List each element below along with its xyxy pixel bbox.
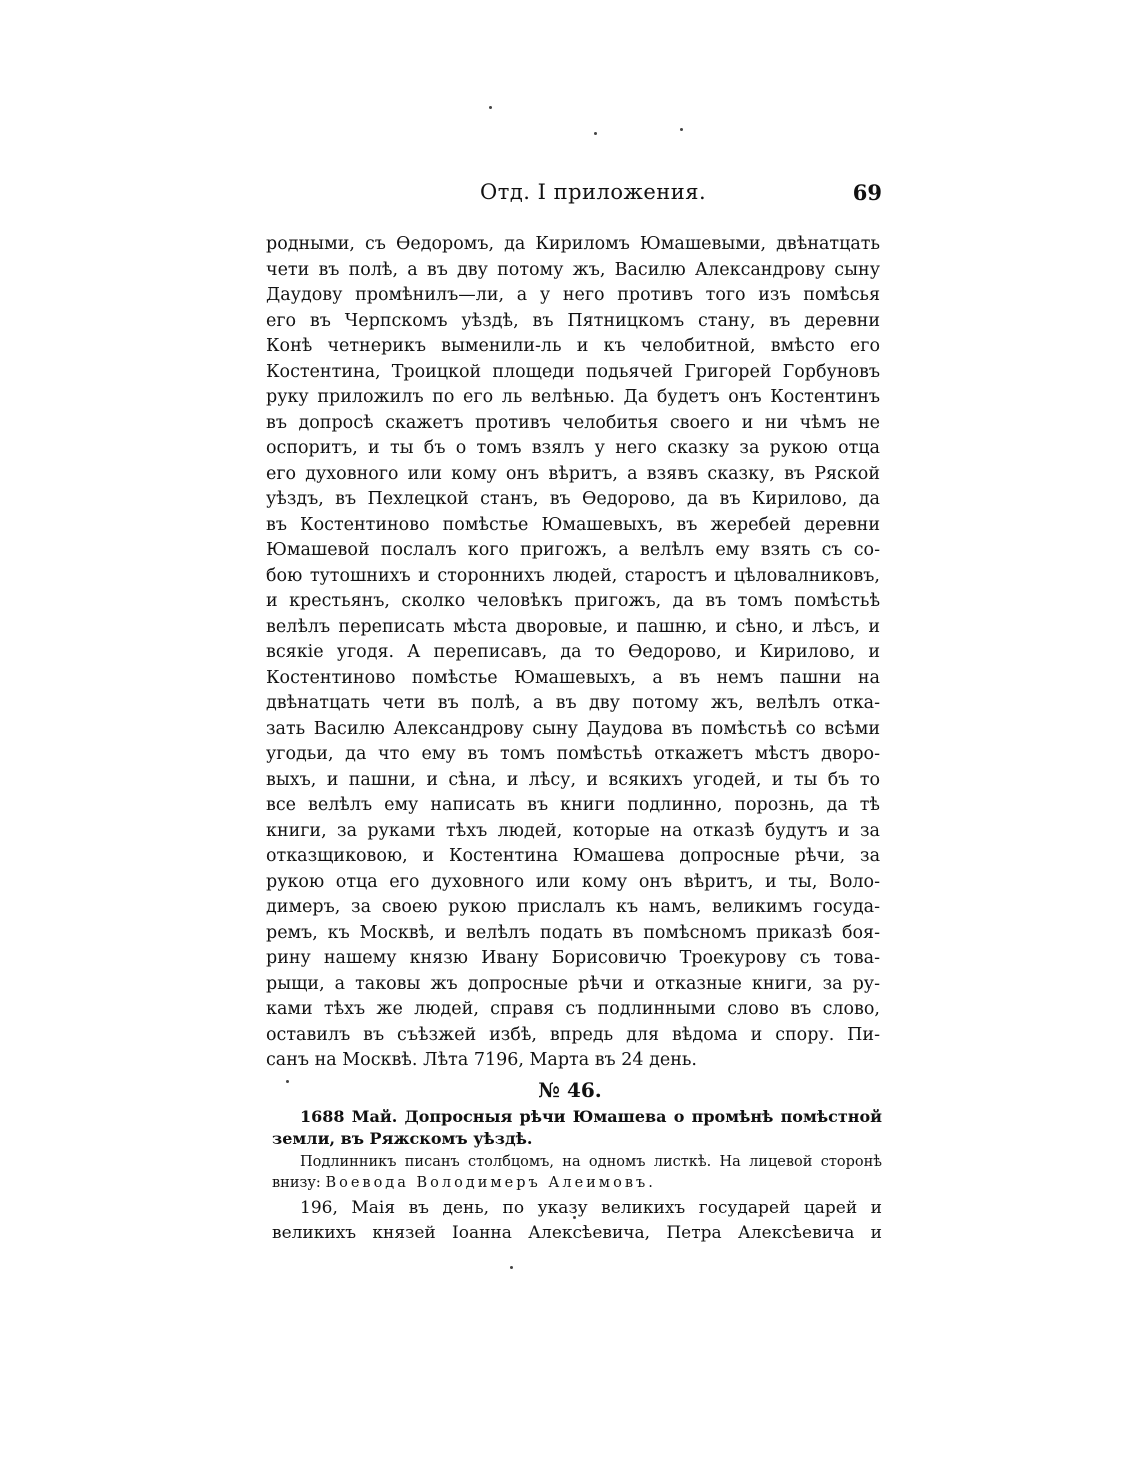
document-number-label: № 46. (538, 1078, 602, 1102)
text-line: рукою отца его духовного или кому онъ вѣритъ, и ты, Воло- (266, 871, 880, 892)
text-line: рыщи, а таковы жъ допросные рѣчи и отказные книги, за ру- (266, 973, 880, 994)
text-line: зать Василю Александрову сыну Даудова въ помѣстьѣ со всѣми (266, 718, 880, 739)
text-line: бою тутошнихъ и стороннихъ людей, старостъ и цѣловалниковъ, (266, 565, 880, 586)
summary-line: земли, въ Ряжскомъ уѣздѣ. (272, 1129, 533, 1148)
text-line: Конѣ четнерикъ выменили-ль и къ челобитной, вмѣсто его (266, 336, 880, 356)
text-line: все велѣлъ ему написать въ книги подлинно, порознь, да тѣ (266, 795, 880, 815)
text-line: ками тѣхъ же людей, справя съ подлинными слово въ слово, (266, 999, 880, 1019)
note-line: Подлинникъ писанъ столбцомъ, на одномъ листкѣ. На лицевой сторонѣ (300, 1154, 882, 1170)
text-line: оставилъ въ съѣзжей избѣ, впредь для вѣдома и спору. Пи- (266, 1024, 880, 1045)
text-line: санъ на Москвѣ. Лѣта 7196, Марта въ 24 день. (266, 1050, 697, 1070)
text-line: отказщиковою, и Костентина Юмашева допросные рѣчи, за (266, 846, 880, 866)
text-line: Костентина, Троицкой площеди подьячей Григорей Горбуновъ (266, 361, 880, 382)
note-line (272, 1173, 882, 1194)
text-line: книги, за руками тѣхъ людей, которые на отказѣ будутъ и за (266, 820, 880, 841)
text-line: всякіе угодя. А переписавъ, да то Өедорово, и Кирилово, и (266, 642, 880, 662)
text-line: Даудову промѣнилъ—ли, а у него противъ того изъ помѣсья (266, 285, 880, 305)
document-summary (272, 1106, 882, 1150)
text-line: чети въ полѣ, а въ дву потому жъ, Василю Александрову сыну (266, 259, 880, 280)
text-line: великихъ князей Іоанна Алексѣевича, Петра Алексѣевича и (272, 1223, 882, 1243)
text-line: Юмашевой послалъ кого пригожъ, а велѣлъ ему взять съ со- (266, 540, 880, 560)
text-line: и крестьянъ, сколко человѣкъ пригожъ, да въ томъ помѣстьѣ (266, 591, 880, 611)
text-line: димеръ, за своею рукою прислалъ къ намъ, великимъ госуда- (266, 897, 880, 917)
text-line: двѣнатцать чети въ полѣ, а въ дву потому жъ, велѣлъ отка- (266, 693, 880, 713)
summary-line: 1688 Май. Допросныя рѣчи Юмашева о промѣнѣ помѣстной (300, 1107, 882, 1126)
text-line: въ Костентиново помѣстье Юмашевыхъ, въ жеребей деревни (266, 514, 880, 535)
text-line: руку приложилъ по его ль велѣнью. Да будетъ онъ Костентинъ (266, 387, 880, 407)
page-number: 69 (852, 180, 882, 205)
text-line: въ допросѣ скажетъ противъ челобитья своего и ни чѣмъ не (266, 412, 880, 433)
section-title: Отд. I приложения. (480, 180, 707, 204)
note-prefix: внизу: (272, 1175, 321, 1191)
text-line: велѣлъ переписать мѣста дворовые, и пашню, и сѣно, и лѣсъ, и (266, 616, 880, 637)
running-header (270, 180, 882, 210)
text-line: рину нашему князю Ивану Борисовичю Троекурову съ това- (266, 948, 880, 968)
text-line: 196, Маія въ день, по указу великихъ государей царей и (300, 1198, 882, 1218)
text-line: его духовного или кому онъ вѣритъ, а взявъ сказку, въ Ряской (266, 463, 880, 484)
text-line: Костентиново помѣстье Юмашевыхъ, а въ немъ пашни на (266, 667, 880, 688)
archival-note (272, 1152, 882, 1194)
text-line: родными, съ Өедоромъ, да Кириломъ Юмашевыми, двѣнатцать (266, 234, 880, 254)
text-line: угодьи, да что ему въ томъ помѣстьѣ откажетъ мѣстъ дворо- (266, 744, 880, 764)
document-text-start (272, 1196, 882, 1246)
note-signature: Воевода Володимеръ Алеимовъ. (325, 1175, 656, 1191)
text-line: ремъ, къ Москвѣ, и велѣлъ подать въ помѣсномъ приказѣ боя- (266, 922, 880, 943)
text-line: его въ Черпскомъ уѣздѣ, въ Пятницкомъ стану, въ деревни (266, 310, 880, 331)
text-line: уѣздъ, въ Пехлецкой станъ, въ Өедорово, да въ Кирилово, да (266, 489, 880, 509)
main-text (266, 232, 880, 1074)
text-line: оспоритъ, и ты бъ о томъ взялъ у него сказку за рукою отца (266, 438, 880, 458)
document-number (0, 1078, 1140, 1102)
text-line: выхъ, и пашни, и сѣна, и лѣсу, и всякихъ угодей, и ты бъ то (266, 769, 880, 790)
